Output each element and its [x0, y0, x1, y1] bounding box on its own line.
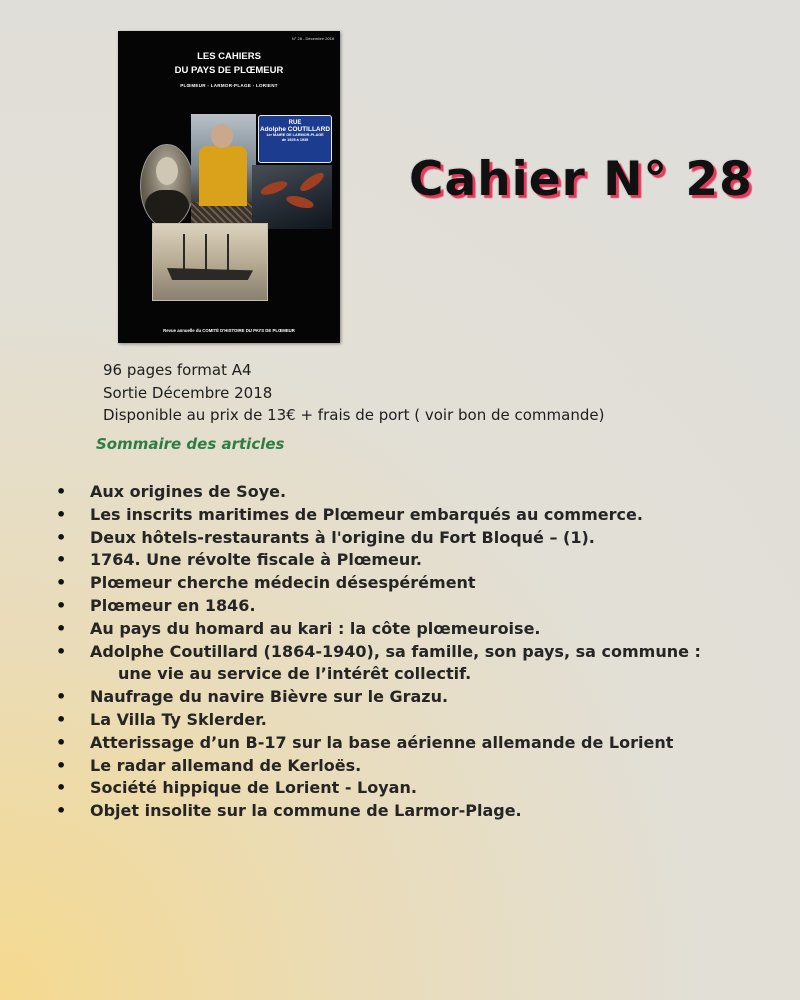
list-item: • Au pays du homard au kari : la côte plœmeuroise.	[90, 618, 790, 641]
cover-subtitle: PLŒMEUR - LARMOR-PLAGE - LORIENT	[180, 83, 278, 88]
list-item: • Le radar allemand de Kerloës.	[90, 755, 790, 778]
info-release: Sortie Décembre 2018	[103, 383, 273, 402]
cover-issue-label: N° 28 - Décembre 2018	[291, 36, 334, 41]
list-item-continuation: une vie au service de l’intérêt collectif.	[118, 664, 472, 684]
info-price: Disponible au prix de 13€ + frais de port ( voir bon de commande)	[103, 406, 605, 424]
list-item: • La Villa Ty Sklerder.	[90, 709, 790, 732]
list-item: • Plœmeur en 1846.	[90, 595, 790, 618]
street-sign-rue: RUE	[288, 120, 302, 126]
list-item: • Atterissage d’un B-17 sur la base aérienne allemande de Lorient	[90, 732, 790, 755]
street-sign-role: 1er MAIRE DE LARMOR-PLAGE	[266, 133, 324, 137]
list-item: • Aux origines de Soye.	[90, 481, 790, 504]
summary-label: Sommaire des articles	[96, 435, 285, 453]
list-item-text: Adolphe Coutillard (1864-1940), sa famille, son pays, sa commune :	[90, 641, 701, 661]
list-item: • Naufrage du navire Bièvre sur le Grazu.	[90, 686, 790, 709]
portrait-photo	[140, 144, 194, 228]
magazine-cover	[118, 31, 340, 343]
list-item: • Deux hôtels-restaurants à l'origine du Fort Bloqué – (1).	[90, 527, 790, 550]
cover-title	[118, 50, 340, 78]
street-sign-years: de 1925 à 1935	[281, 138, 309, 142]
issue-info	[103, 359, 604, 427]
info-pages: 96 pages format A4	[103, 361, 252, 379]
lobster-photo	[252, 165, 332, 229]
cover-title-line2: DU PAYS DE PLŒMEUR	[174, 65, 284, 76]
street-sign	[258, 115, 332, 163]
list-item: • Les inscrits maritimes de Plœmeur embarqués au commerce.	[90, 504, 790, 527]
cover-title-line1: LES CAHIERS	[197, 51, 261, 62]
cover-footer: Revue annuelle du COMITÉ D'HISTOIRE DU PAYS DE PLŒMEUR	[163, 328, 295, 333]
list-item	[90, 641, 790, 687]
list-item: • Objet insolite sur la commune de Larmor-Plage.	[90, 800, 790, 823]
list-item: • 1764. Une révolte fiscale à Plœmeur.	[90, 549, 790, 572]
list-item: • Plœmeur cherche médecin désespérément	[90, 572, 790, 595]
issue-heading: Cahier N° 28	[409, 152, 753, 207]
street-sign-name: Adolphe COUTILLARD	[259, 126, 331, 133]
ship-photo	[152, 223, 268, 301]
article-list	[90, 481, 790, 823]
list-item: • Société hippique de Lorient - Loyan.	[90, 777, 790, 800]
